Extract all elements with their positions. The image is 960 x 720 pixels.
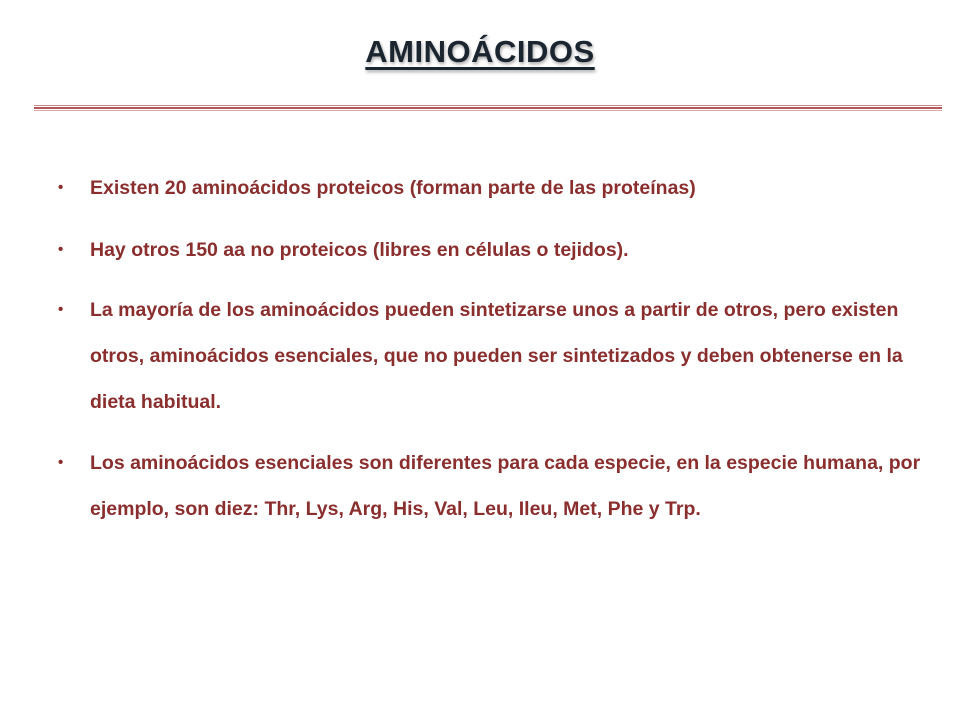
title-divider (34, 105, 942, 111)
divider-line-middle (34, 107, 942, 109)
bullet-text: Existen 20 aminoácidos proteicos (forman parte de las proteínas) (90, 177, 696, 199)
bullet-text: Hay otros 150 aa no proteicos (libres en células o tejidos). (90, 239, 629, 261)
bullet-dot-icon: • (58, 179, 64, 196)
bullet-text: Los aminoácidos esenciales son diferentes para cada especie, en la especie humana, por ejemplo, son diez: Thr, Lys, Arg, His, Val, Leu, Ileu, Met, Phe y Trp. (90, 452, 921, 520)
bullet-item (58, 168, 928, 208)
bullet-dot-icon: • (58, 454, 64, 471)
slide-title: AMINOÁCIDOS (365, 34, 595, 69)
bullet-item (58, 287, 928, 425)
bullet-text: La mayoría de los aminoácidos pueden sintetizarse unos a partir de otros, pero existen otros, aminoácidos esenciales, que no pueden ser sintetizados y deben obtenerse en la dieta habitual. (90, 299, 903, 413)
bullet-item (58, 440, 928, 532)
divider-line-bottom (34, 110, 942, 111)
bullet-dot-icon: • (58, 241, 64, 258)
bullet-list (58, 168, 928, 547)
bullet-item (58, 230, 928, 270)
divider-line-top (34, 105, 942, 106)
bullet-dot-icon: • (58, 301, 64, 318)
